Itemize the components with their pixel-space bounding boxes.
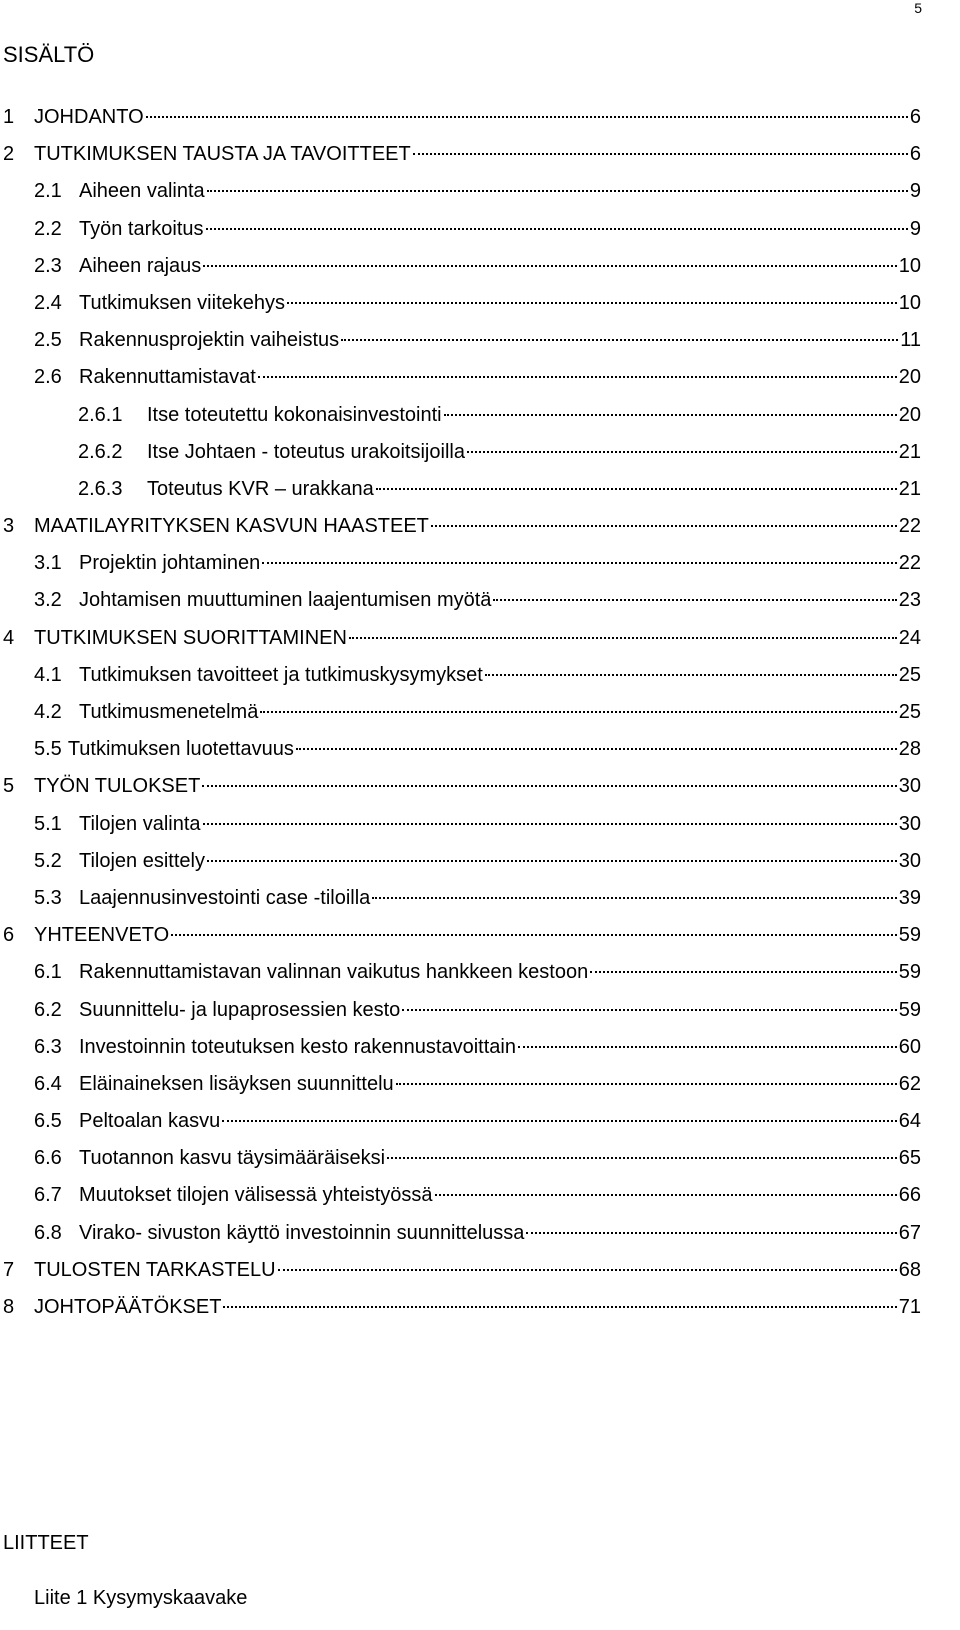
toc-entry-number: 2.6 bbox=[34, 366, 62, 389]
toc-entry-number: 5.1 bbox=[34, 812, 62, 835]
toc-entry-title: Aiheen rajaus bbox=[79, 254, 202, 277]
toc-entry[interactable] bbox=[0, 511, 921, 548]
toc-dot-leader bbox=[387, 1157, 897, 1159]
toc-dot-leader bbox=[222, 1120, 897, 1122]
toc-entry-number: 3.1 bbox=[34, 552, 62, 575]
toc-dot-leader bbox=[202, 785, 896, 787]
toc-entry-page: 64 bbox=[898, 1110, 921, 1133]
toc-dot-leader bbox=[296, 748, 897, 750]
toc-entry-page: 65 bbox=[898, 1147, 921, 1170]
table-of-contents bbox=[0, 102, 921, 1329]
toc-entry-page: 23 bbox=[898, 589, 921, 612]
toc-entry-title: Tuotannon kasvu täysimääräiseksi bbox=[79, 1147, 386, 1170]
toc-entry-number: 1 bbox=[3, 106, 15, 128]
toc-entry-number: 2.3 bbox=[34, 254, 62, 277]
toc-entry-page: 39 bbox=[898, 886, 921, 909]
toc-dot-leader bbox=[485, 674, 897, 676]
toc-entry-title: Tutkimuksen luotettavuus bbox=[67, 738, 294, 761]
toc-entry-number: 6.1 bbox=[34, 961, 62, 984]
toc-entry-title: Eläinaineksen lisäyksen suunnittelu bbox=[79, 1072, 394, 1095]
toc-dot-leader bbox=[526, 1232, 896, 1234]
toc-entry-page: 20 bbox=[898, 403, 921, 426]
toc-dot-leader bbox=[258, 376, 897, 378]
toc-dot-leader bbox=[287, 302, 897, 304]
toc-dot-leader bbox=[467, 451, 897, 453]
toc-entry-title: Suunnittelu- ja lupaprosessien kesto bbox=[79, 998, 401, 1021]
toc-entry[interactable] bbox=[0, 1143, 921, 1180]
toc-entry-title: Virako- sivuston käyttö investoinnin suunnittelussa bbox=[79, 1221, 525, 1244]
toc-entry-number: 5 bbox=[3, 775, 15, 798]
toc-entry-page: 60 bbox=[898, 1035, 921, 1058]
toc-entry[interactable] bbox=[0, 288, 921, 325]
toc-entry[interactable] bbox=[0, 883, 921, 920]
toc-entry-page: 24 bbox=[898, 626, 921, 649]
toc-dot-leader bbox=[206, 228, 908, 230]
toc-dot-leader bbox=[431, 525, 897, 527]
toc-entry-title: Investoinnin toteutuksen kesto rakennustavoittain bbox=[79, 1035, 516, 1058]
toc-entry[interactable] bbox=[0, 623, 921, 660]
toc-entry-page: 10 bbox=[898, 254, 921, 277]
toc-entry-page: 30 bbox=[898, 775, 921, 798]
toc-entry-number: 6.7 bbox=[34, 1184, 62, 1207]
toc-dot-leader bbox=[493, 599, 896, 601]
toc-dot-leader bbox=[146, 116, 908, 118]
toc-dot-leader bbox=[260, 711, 896, 713]
toc-entry-title: TULOSTEN TARKASTELU bbox=[34, 1258, 276, 1281]
toc-entry[interactable] bbox=[0, 548, 921, 585]
toc-entry-page: 59 bbox=[898, 924, 921, 947]
toc-entry[interactable] bbox=[0, 809, 921, 846]
toc-entry-number: 6.6 bbox=[34, 1147, 62, 1170]
toc-entry-page: 68 bbox=[898, 1258, 921, 1281]
toc-entry-page: 20 bbox=[898, 366, 921, 389]
toc-entry-title: Itse Johtaen - toteutus urakoitsijoilla bbox=[147, 440, 465, 463]
toc-dot-leader bbox=[349, 637, 897, 639]
toc-entry-title: YHTEENVETO bbox=[34, 924, 170, 947]
toc-entry[interactable] bbox=[0, 1180, 921, 1217]
toc-entry-number: 6.5 bbox=[34, 1110, 62, 1133]
toc-entry-number: 3.2 bbox=[34, 589, 62, 612]
toc-entry-title: MAATILAYRITYKSEN KASVUN HAASTEET bbox=[34, 515, 429, 538]
toc-entry-title: Tutkimuksen tavoitteet ja tutkimuskysymykset bbox=[79, 663, 483, 686]
toc-entry-number: 2.6.2 bbox=[78, 440, 123, 463]
page-title: SISÄLTÖ bbox=[3, 42, 95, 67]
toc-entry-title: Aiheen valinta bbox=[79, 180, 205, 203]
toc-dot-leader bbox=[402, 1009, 896, 1011]
toc-entry[interactable] bbox=[0, 102, 921, 139]
toc-entry[interactable] bbox=[0, 437, 921, 474]
toc-entry-title: Muutokset tilojen välisessä yhteistyössä bbox=[79, 1184, 433, 1207]
toc-entry-number: 6.4 bbox=[34, 1072, 62, 1095]
toc-entry-number: 2.5 bbox=[34, 329, 62, 352]
toc-entry-page: 66 bbox=[898, 1184, 921, 1207]
toc-entry[interactable] bbox=[0, 1255, 921, 1292]
toc-dot-leader bbox=[207, 190, 908, 192]
toc-dot-leader bbox=[413, 153, 908, 155]
toc-entry-number: 2.6.3 bbox=[78, 477, 123, 500]
toc-entry-number: 2.2 bbox=[34, 217, 62, 240]
toc-entry-page: 22 bbox=[898, 515, 921, 538]
toc-entry[interactable] bbox=[0, 697, 921, 734]
toc-entry[interactable] bbox=[0, 660, 921, 697]
toc-entry-title: JOHDANTO bbox=[34, 106, 144, 128]
toc-entry-title: Tutkimusmenetelmä bbox=[79, 701, 259, 723]
toc-entry-page: 30 bbox=[898, 812, 921, 835]
toc-dot-leader bbox=[396, 1083, 897, 1085]
appendix-item: Liite 1 Kysymyskaavake bbox=[34, 1587, 248, 1609]
toc-dot-leader bbox=[171, 934, 897, 936]
toc-entry-number: 6.3 bbox=[34, 1035, 62, 1058]
toc-dot-leader bbox=[203, 265, 896, 267]
toc-entry-title: Peltoalan kasvu bbox=[79, 1110, 221, 1133]
toc-entry[interactable] bbox=[0, 957, 921, 994]
appendix-title: LIITTEET bbox=[3, 1532, 89, 1554]
toc-entry-number: 5.2 bbox=[34, 849, 62, 872]
toc-entry-title: Itse toteutettu kokonaisinvestointi bbox=[147, 403, 442, 426]
toc-dot-leader bbox=[372, 897, 896, 899]
toc-entry-number: 6.8 bbox=[34, 1221, 62, 1244]
toc-entry[interactable] bbox=[0, 251, 921, 288]
toc-dot-leader bbox=[207, 860, 897, 862]
toc-entry-number: 5.5 bbox=[34, 738, 62, 761]
toc-entry-title: Laajennusinvestointi case -tiloilla bbox=[79, 886, 371, 909]
toc-entry-page: 28 bbox=[898, 738, 921, 761]
toc-dot-leader bbox=[278, 1269, 897, 1271]
toc-dot-leader bbox=[376, 488, 897, 490]
toc-entry-number: 4.2 bbox=[34, 701, 62, 723]
toc-entry-page: 10 bbox=[898, 291, 921, 314]
toc-entry-number: 2.6.1 bbox=[78, 403, 123, 426]
toc-entry-number: 6 bbox=[3, 924, 15, 947]
toc-entry-page: 62 bbox=[898, 1072, 921, 1095]
toc-entry[interactable] bbox=[0, 325, 921, 362]
toc-entry[interactable] bbox=[0, 362, 921, 399]
toc-entry[interactable] bbox=[0, 995, 921, 1032]
toc-entry-page: 6 bbox=[909, 106, 921, 128]
toc-entry-title: Rakennuttamistavat bbox=[79, 366, 256, 389]
toc-entry-number: 2.1 bbox=[34, 180, 62, 203]
toc-entry-title: Tutkimuksen viitekehys bbox=[79, 291, 285, 314]
toc-dot-leader bbox=[262, 562, 897, 564]
toc-entry[interactable] bbox=[0, 734, 921, 771]
toc-entry-page: 59 bbox=[898, 998, 921, 1021]
toc-entry-title: Työn tarkoitus bbox=[79, 217, 204, 240]
toc-entry-number: 5.3 bbox=[34, 886, 62, 909]
toc-entry-title: Johtamisen muuttuminen laajentumisen myötä bbox=[79, 589, 492, 612]
toc-entry[interactable] bbox=[0, 474, 921, 511]
toc-entry[interactable] bbox=[0, 1032, 921, 1069]
toc-entry-page: 22 bbox=[898, 552, 921, 575]
toc-entry-number: 4 bbox=[3, 626, 15, 649]
toc-entry[interactable] bbox=[0, 214, 921, 251]
toc-entry[interactable] bbox=[0, 176, 921, 213]
toc-entry-page: 21 bbox=[898, 477, 921, 500]
toc-entry-page: 67 bbox=[898, 1221, 921, 1244]
toc-entry[interactable] bbox=[0, 1292, 921, 1329]
toc-dot-leader bbox=[435, 1194, 897, 1196]
toc-entry-title: Rakennusprojektin vaiheistus bbox=[79, 329, 340, 352]
toc-entry-title: Tilojen valinta bbox=[79, 812, 201, 835]
toc-dot-leader bbox=[590, 971, 897, 973]
toc-entry[interactable] bbox=[0, 1069, 921, 1106]
toc-entry-title: TYÖN TULOKSET bbox=[34, 775, 201, 798]
toc-entry-title: Projektin johtaminen bbox=[79, 552, 261, 575]
toc-entry-page: 25 bbox=[898, 701, 921, 723]
toc-entry-number: 2 bbox=[3, 143, 15, 166]
toc-entry-number: 8 bbox=[3, 1296, 15, 1318]
toc-entry[interactable] bbox=[0, 1106, 921, 1143]
toc-entry-title: Toteutus KVR – urakkana bbox=[147, 477, 374, 500]
toc-entry[interactable] bbox=[0, 585, 921, 622]
toc-entry-number: 2.4 bbox=[34, 291, 62, 314]
toc-entry-page: 30 bbox=[898, 849, 921, 872]
toc-entry[interactable] bbox=[0, 846, 921, 883]
toc-entry-page: 21 bbox=[898, 440, 921, 463]
toc-dot-leader bbox=[444, 414, 897, 416]
toc-entry-number: 3 bbox=[3, 515, 15, 538]
toc-entry[interactable] bbox=[0, 771, 921, 808]
toc-entry-title: Tilojen esittely bbox=[79, 849, 205, 872]
toc-entry-page: 6 bbox=[909, 143, 921, 166]
toc-dot-leader bbox=[223, 1306, 896, 1308]
toc-dot-leader bbox=[203, 823, 897, 825]
toc-dot-leader bbox=[341, 339, 898, 341]
toc-entry-title: TUTKIMUKSEN TAUSTA JA TAVOITTEET bbox=[34, 143, 411, 166]
toc-entry-title: JOHTOPÄÄTÖKSET bbox=[34, 1296, 222, 1318]
toc-entry-page: 9 bbox=[909, 180, 921, 203]
toc-entry-page: 71 bbox=[898, 1296, 921, 1318]
toc-entry-title: Rakennuttamistavan valinnan vaikutus hankkeen kestoon bbox=[79, 961, 589, 984]
toc-entry-number: 4.1 bbox=[34, 663, 62, 686]
toc-entry-page: 59 bbox=[898, 961, 921, 984]
toc-entry-page: 11 bbox=[900, 329, 921, 352]
toc-entry-number: 6.2 bbox=[34, 998, 62, 1021]
toc-entry-page: 9 bbox=[909, 217, 921, 240]
page-number: 5 bbox=[914, 0, 922, 16]
toc-entry[interactable] bbox=[0, 920, 921, 957]
toc-entry-number: 7 bbox=[3, 1258, 15, 1281]
toc-entry[interactable] bbox=[0, 139, 921, 176]
toc-entry-page: 25 bbox=[898, 663, 921, 686]
toc-entry[interactable] bbox=[0, 1218, 921, 1255]
toc-entry-title: TUTKIMUKSEN SUORITTAMINEN bbox=[34, 626, 347, 649]
toc-entry[interactable] bbox=[0, 400, 921, 437]
toc-dot-leader bbox=[518, 1046, 897, 1048]
